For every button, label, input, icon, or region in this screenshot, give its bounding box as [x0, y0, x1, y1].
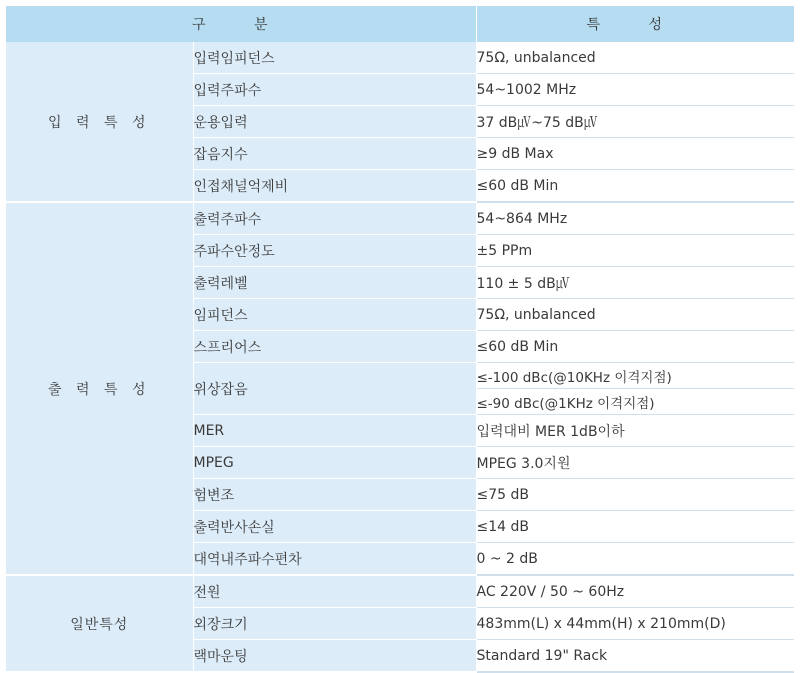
category-cell: 입 력 특 성 [6, 42, 193, 202]
spec-name: 출력레벨 [193, 267, 476, 299]
spec-value: 54~1002 MHz [476, 74, 794, 106]
spec-name: 스프리어스 [193, 331, 476, 363]
spec-name: 대역내주파수편차 [193, 543, 476, 576]
spec-value: 75Ω, unbalanced [476, 42, 794, 74]
spec-value: 37 dB㎶~75 dB㎶ [476, 106, 794, 138]
spec-table [6, 6, 794, 673]
table-row [6, 42, 794, 74]
spec-value: 110 ± 5 dB㎶ [476, 267, 794, 299]
header-category: 구 분 [6, 6, 476, 42]
spec-value: ≤-100 dBc(@10KHz 이격지점) [476, 363, 794, 389]
spec-value: ≤14 dB [476, 511, 794, 543]
spec-name: 출력주파수 [193, 202, 476, 235]
header-characteristics: 특 성 [476, 6, 794, 42]
spec-value: 입력대비 MER 1dB이하 [476, 415, 794, 447]
spec-value: Standard 19" Rack [476, 640, 794, 673]
spec-name: 위상잡음 [193, 363, 476, 415]
spec-value: ≤60 dB Min [476, 170, 794, 203]
spec-name: 출력반사손실 [193, 511, 476, 543]
spec-name: 운용입력 [193, 106, 476, 138]
category-cell: 일반특성 [6, 575, 193, 672]
spec-name: 입력주파수 [193, 74, 476, 106]
spec-name: 잡음지수 [193, 138, 476, 170]
spec-name: 입력임피던스 [193, 42, 476, 74]
spec-value: AC 220V / 50 ~ 60Hz [476, 575, 794, 608]
table-row [6, 202, 794, 235]
spec-value: ±5 PPm [476, 235, 794, 267]
spec-value: ≤75 dB [476, 479, 794, 511]
spec-value: ≤-90 dBc(@1KHz 이격지점) [476, 389, 794, 415]
spec-value: 483mm(L) x 44mm(H) x 210mm(D) [476, 608, 794, 640]
table-row [6, 575, 794, 608]
header-row [6, 6, 794, 42]
spec-name: 외장크기 [193, 608, 476, 640]
spec-value: 0 ~ 2 dB [476, 543, 794, 576]
spec-name: 험변조 [193, 479, 476, 511]
spec-name: 임피던스 [193, 299, 476, 331]
spec-name: MPEG [193, 447, 476, 479]
spec-name: 주파수안정도 [193, 235, 476, 267]
spec-value: MPEG 3.0지원 [476, 447, 794, 479]
spec-name: 전원 [193, 575, 476, 608]
spec-value: ≥9 dB Max [476, 138, 794, 170]
spec-value: ≤60 dB Min [476, 331, 794, 363]
spec-name: 인접채널억제비 [193, 170, 476, 203]
spec-name: MER [193, 415, 476, 447]
spec-value: 75Ω, unbalanced [476, 299, 794, 331]
spec-name: 랙마운팅 [193, 640, 476, 673]
category-cell: 출 력 특 성 [6, 202, 193, 575]
spec-value: 54~864 MHz [476, 202, 794, 235]
